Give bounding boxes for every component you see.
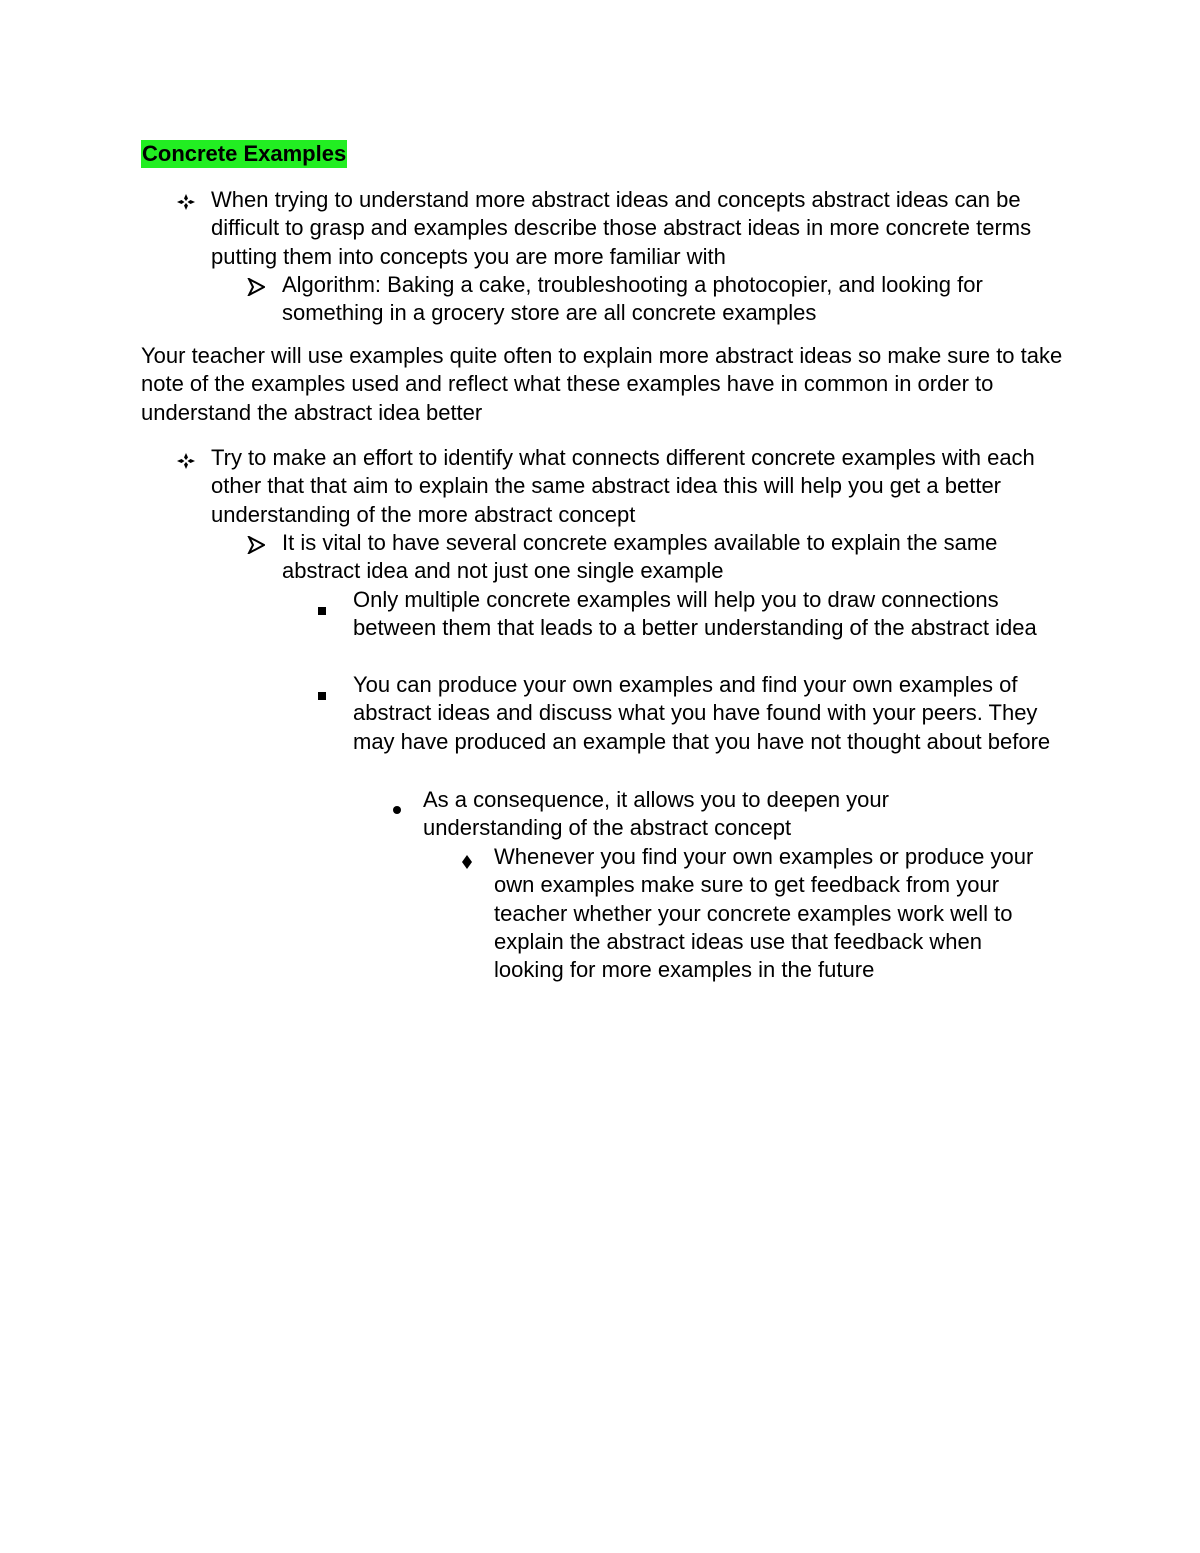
square-bullet-icon — [318, 681, 327, 709]
list-item: As a consequence, it allows you to deepen your understanding of the abstract concept — [423, 787, 889, 841]
arrowhead-icon — [247, 276, 265, 304]
section-heading: Concrete Examples — [142, 141, 347, 166]
list-item: When trying to understand more abstract ideas and concepts abstract ideas can be difficult to grasp and examples describe those abstract ideas in more concrete terms putting them into concepts you are more familiar with — [211, 187, 1032, 269]
four-diamond-star-icon — [176, 193, 196, 211]
list-item: Algorithm: Baking a cake, troubleshooting a photocopier, and looking for something in a grocery store are all concrete examples — [282, 272, 983, 326]
square-bullet-icon — [318, 596, 327, 624]
arrowhead-icon — [247, 534, 265, 562]
list-item: You can produce your own examples and find your own examples of abstract ideas and discuss what you have found with your peers. They may have produced an example that you have not thought about before — [353, 672, 1051, 754]
diamond-bullet-icon — [461, 850, 473, 878]
list-item: Only multiple concrete examples will help you to draw connections between them that leads to a better understanding of the abstract idea — [353, 587, 1037, 641]
list-item: It is vital to have several concrete examples available to explain the same abstract idea and not just one single example — [282, 530, 998, 584]
list-item: Try to make an effort to identify what connects different concrete examples with each other that that aim to explain the same abstract idea this will help you get a better understanding of the more abstract concept — [211, 445, 1035, 527]
dot-bullet-icon — [392, 796, 403, 824]
list-item: Whenever you find your own examples or produce your own examples make sure to get feedback from your teacher whether your concrete examples work well to explain the abstract ideas use that feedback when looking for more examples in the future — [494, 844, 1034, 983]
body-paragraph: Your teacher will use examples quite often to explain more abstract ideas so make sure to take note of the examples used and reflect what these examples have in common in order to understand the abstract idea better — [141, 343, 1063, 425]
four-diamond-star-icon — [176, 452, 196, 470]
